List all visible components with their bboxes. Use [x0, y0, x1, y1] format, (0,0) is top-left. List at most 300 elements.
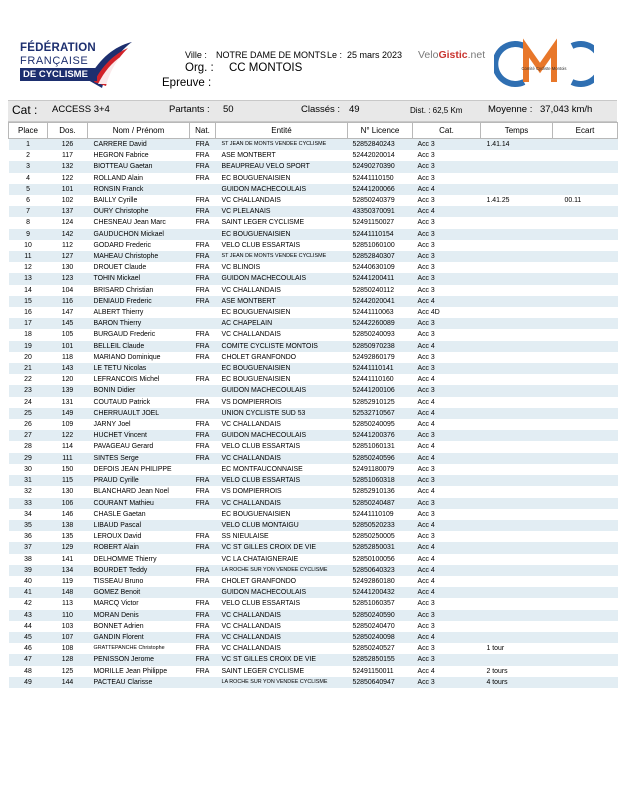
cell-entite: VC ST GILLES CROIX DE VIE	[216, 654, 348, 665]
cell-cat: Acc 3	[413, 352, 481, 363]
cell-temps	[481, 206, 553, 217]
table-row	[9, 531, 618, 542]
cell-nom: COUTAUD Patrick	[88, 397, 190, 408]
cell-entite: BEAUPREAU VELO SPORT	[216, 161, 348, 172]
cell-place: 4	[9, 173, 48, 184]
cell-licence: 52441110154	[348, 229, 413, 240]
col-header-ecart: Ecart	[553, 123, 618, 139]
cell-place: 12	[9, 262, 48, 273]
cell-nat: FRA	[190, 542, 216, 553]
cell-ecart	[553, 677, 618, 688]
cell-entite: VELO CLUB ESSARTAIS	[216, 598, 348, 609]
cell-entite: SAINT LEGER CYCLISME	[216, 217, 348, 228]
cell-place: 18	[9, 329, 48, 340]
cell-cat: Acc 4	[413, 486, 481, 497]
cell-ecart	[553, 341, 618, 352]
cell-entite: VELO CLUB ESSARTAIS	[216, 475, 348, 486]
ffc-logo	[14, 38, 132, 92]
cell-licence: 52441200411	[348, 273, 413, 284]
cell-temps	[481, 587, 553, 598]
cell-dossard: 116	[48, 296, 88, 307]
org-value: CC MONTOIS	[229, 62, 303, 74]
cell-temps	[481, 385, 553, 396]
cell-place: 23	[9, 385, 48, 396]
cell-place: 32	[9, 486, 48, 497]
table-row	[9, 598, 618, 609]
cell-licence: 52852840243	[348, 139, 413, 151]
cell-ecart	[553, 363, 618, 374]
cell-ecart	[553, 273, 618, 284]
cell-ecart	[553, 587, 618, 598]
cell-cat: Acc 4	[413, 554, 481, 565]
cell-ecart	[553, 430, 618, 441]
cell-licence: 52442260089	[348, 318, 413, 329]
table-row	[9, 621, 618, 632]
table-row	[9, 240, 618, 251]
cell-dossard: 125	[48, 666, 88, 677]
cell-nat: FRA	[190, 441, 216, 452]
cell-temps	[481, 464, 553, 475]
table-row	[9, 206, 618, 217]
cell-place: 1	[9, 139, 48, 151]
cell-entite: EC BOUGUENAISIEN	[216, 374, 348, 385]
velogistic-brand	[418, 49, 485, 61]
cell-place: 49	[9, 677, 48, 688]
cell-temps: 1 tour	[481, 643, 553, 654]
cat-value: ACCESS 3+4	[52, 104, 110, 115]
cell-temps	[481, 150, 553, 161]
cell-ecart	[553, 520, 618, 531]
cell-cat: Acc 3	[413, 654, 481, 665]
cell-nom: JARNY Joel	[88, 419, 190, 430]
cell-nat	[190, 464, 216, 475]
cell-entite: VC CHALLANDAIS	[216, 498, 348, 509]
cell-dossard: 105	[48, 329, 88, 340]
cell-nom: CHASLE Gaetan	[88, 509, 190, 520]
cell-temps	[481, 318, 553, 329]
cell-temps	[481, 217, 553, 228]
cell-nom: RONSIN Franck	[88, 184, 190, 195]
cell-nat	[190, 307, 216, 318]
cell-nom: GRATTEPANCHE Christophe	[88, 643, 190, 654]
cell-temps	[481, 296, 553, 307]
table-row	[9, 587, 618, 598]
table-row	[9, 520, 618, 531]
cell-nom: PENISSON Jerome	[88, 654, 190, 665]
cell-temps	[481, 173, 553, 184]
cell-dossard: 114	[48, 441, 88, 452]
cell-dossard: 134	[48, 565, 88, 576]
cell-cat: Acc 3	[413, 262, 481, 273]
cell-cat: Acc 3	[413, 643, 481, 654]
cell-entite: COMITE CYCLISTE MONTOIS	[216, 341, 348, 352]
cell-place: 29	[9, 453, 48, 464]
cell-licence: 52852910125	[348, 397, 413, 408]
cell-entite: EC BOUGUENAISIEN	[216, 363, 348, 374]
cell-nat	[190, 363, 216, 374]
cell-dossard: 108	[48, 643, 88, 654]
cell-nom: BOURDET Teddy	[88, 565, 190, 576]
cell-cat: Acc 3	[413, 318, 481, 329]
cell-nat: FRA	[190, 206, 216, 217]
cell-entite: ASE MONTBERT	[216, 296, 348, 307]
cell-entite: ST JEAN DE MONTS VENDEE CYCLISME	[216, 251, 348, 262]
cell-entite: VC CHALLANDAIS	[216, 285, 348, 296]
org-label: Org. :	[185, 62, 214, 74]
cell-place: 26	[9, 419, 48, 430]
cell-licence: 52492860180	[348, 576, 413, 587]
cell-entite: VC BLINOIS	[216, 262, 348, 273]
cell-nat: FRA	[190, 419, 216, 430]
cell-dossard: 131	[48, 397, 88, 408]
cell-dossard: 127	[48, 251, 88, 262]
cell-entite: VC CHALLANDAIS	[216, 329, 348, 340]
cell-nom: HEGRON Fabrice	[88, 150, 190, 161]
cell-ecart	[553, 475, 618, 486]
cell-nom: MORILLE Jean Philippe	[88, 666, 190, 677]
cell-cat: Acc 3	[413, 273, 481, 284]
cell-nat: FRA	[190, 296, 216, 307]
cell-dossard: 150	[48, 464, 88, 475]
table-row	[9, 329, 618, 340]
cell-entite: GUIDON MACHECOULAIS	[216, 273, 348, 284]
cell-cat: Acc 4	[413, 374, 481, 385]
cell-place: 20	[9, 352, 48, 363]
cell-nom: LEFRANCOIS Michel	[88, 374, 190, 385]
cell-cat: Acc 3	[413, 677, 481, 688]
cell-entite: VC CHALLANDAIS	[216, 632, 348, 643]
cell-dossard: 126	[48, 139, 88, 151]
partants-value: 50	[223, 104, 234, 115]
cell-nom: COURANT Mathieu	[88, 498, 190, 509]
cell-nat: FRA	[190, 666, 216, 677]
cell-place: 27	[9, 430, 48, 441]
cell-ecart	[553, 318, 618, 329]
cell-cat: Acc 3	[413, 621, 481, 632]
cell-place: 33	[9, 498, 48, 509]
cell-temps	[481, 273, 553, 284]
cell-nom: MARCQ Victor	[88, 598, 190, 609]
cell-nom: BURGAUD Frederic	[88, 329, 190, 340]
cell-temps	[481, 408, 553, 419]
cell-ecart	[553, 397, 618, 408]
cell-entite: ST JEAN DE MONTS VENDEE CYCLISME	[216, 139, 348, 151]
cell-temps	[481, 531, 553, 542]
cell-nom: BRISARD Christian	[88, 285, 190, 296]
cell-temps	[481, 363, 553, 374]
cell-nat: FRA	[190, 195, 216, 206]
cell-ecart	[553, 385, 618, 396]
cell-ecart	[553, 509, 618, 520]
table-row	[9, 251, 618, 262]
cell-place: 5	[9, 184, 48, 195]
cell-ecart	[553, 408, 618, 419]
table-row	[9, 318, 618, 329]
cell-licence: 52850520233	[348, 520, 413, 531]
cell-licence: 52441200432	[348, 587, 413, 598]
cell-cat: Acc 4	[413, 341, 481, 352]
cell-temps	[481, 329, 553, 340]
cell-nat: FRA	[190, 531, 216, 542]
table-row	[9, 632, 618, 643]
cell-temps	[481, 419, 553, 430]
cell-temps	[481, 374, 553, 385]
cell-cat: Acc 3	[413, 531, 481, 542]
cell-entite: VC CHALLANDAIS	[216, 195, 348, 206]
ffc-logo-line1: FÉDÉRATION	[20, 42, 96, 54]
cell-licence: 52852840307	[348, 251, 413, 262]
velogistic-part2: Gistic	[438, 49, 468, 61]
cell-nom: CHERRUAULT JOEL	[88, 408, 190, 419]
cell-nom: BONNET Adrien	[88, 621, 190, 632]
table-row	[9, 385, 618, 396]
table-row	[9, 565, 618, 576]
cell-place: 3	[9, 161, 48, 172]
cell-nat: FRA	[190, 161, 216, 172]
cell-dossard: 144	[48, 677, 88, 688]
cell-nat: FRA	[190, 397, 216, 408]
cell-temps	[481, 598, 553, 609]
cell-nat: FRA	[190, 598, 216, 609]
classes-value: 49	[349, 104, 360, 115]
cell-temps	[481, 430, 553, 441]
cell-nom: LEROUX David	[88, 531, 190, 542]
cell-ecart	[553, 486, 618, 497]
table-row	[9, 285, 618, 296]
table-row	[9, 150, 618, 161]
club-logo-text: Comité Cycliste Montois	[521, 66, 567, 71]
cell-cat: Acc 4	[413, 587, 481, 598]
cell-ecart	[553, 296, 618, 307]
cell-cat: Acc 3	[413, 173, 481, 184]
cell-entite: VC CHALLANDAIS	[216, 610, 348, 621]
cell-entite: VELO CLUB ESSARTAIS	[216, 240, 348, 251]
cell-cat: Acc 4	[413, 666, 481, 677]
cell-temps	[481, 240, 553, 251]
cell-nat	[190, 554, 216, 565]
table-header-row	[9, 123, 618, 139]
cell-cat: Acc 3	[413, 195, 481, 206]
cell-entite: SS NIEULAISE	[216, 531, 348, 542]
cell-entite: VS DOMPIERROIS	[216, 397, 348, 408]
cell-licence: 52851060357	[348, 598, 413, 609]
cell-place: 35	[9, 520, 48, 531]
cell-place: 13	[9, 273, 48, 284]
cell-nat: FRA	[190, 285, 216, 296]
cell-dossard: 147	[48, 307, 88, 318]
cell-licence: 52442020041	[348, 296, 413, 307]
cell-nom: CARRERE David	[88, 139, 190, 151]
cell-cat: Acc 4D	[413, 307, 481, 318]
velogistic-part1: Velo	[418, 49, 439, 61]
table-row	[9, 486, 618, 497]
cell-ecart	[553, 654, 618, 665]
cell-dossard: 101	[48, 341, 88, 352]
cell-licence: 52491180079	[348, 464, 413, 475]
cell-cat: Acc 3	[413, 475, 481, 486]
date-label: Le :	[327, 50, 343, 60]
cell-cat: Acc 4	[413, 520, 481, 531]
col-header-dossard: Dos.	[48, 123, 88, 139]
cell-entite: EC MONTFAUCONNAISE	[216, 464, 348, 475]
cell-entite: VELO CLUB ESSARTAIS	[216, 441, 348, 452]
cell-temps: 1.41.25	[481, 195, 553, 206]
ffc-logo-line2: FRANÇAISE	[20, 55, 89, 67]
cell-nom: PAVAGEAU Gerard	[88, 441, 190, 452]
epreuve-label: Epreuve :	[162, 77, 212, 89]
cell-nom: MORAN Denis	[88, 610, 190, 621]
cell-dossard: 130	[48, 262, 88, 273]
cell-temps	[481, 565, 553, 576]
cell-nat: FRA	[190, 632, 216, 643]
ffc-logo-line3: DE CYCLISME	[20, 68, 97, 81]
table-row	[9, 419, 618, 430]
cell-temps	[481, 621, 553, 632]
cell-nat: FRA	[190, 621, 216, 632]
cell-temps	[481, 542, 553, 553]
race-info-bar	[8, 100, 617, 122]
table-row	[9, 173, 618, 184]
cell-dossard: 123	[48, 273, 88, 284]
cell-dossard: 141	[48, 554, 88, 565]
cell-entite: EC BOUGUENAISIEN	[216, 173, 348, 184]
cell-cat: Acc 4	[413, 419, 481, 430]
cell-licence: 52441200376	[348, 430, 413, 441]
cell-entite: VELO CLUB MONTAIGU	[216, 520, 348, 531]
cell-place: 46	[9, 643, 48, 654]
cell-cat: Acc 3	[413, 430, 481, 441]
cell-dossard: 139	[48, 385, 88, 396]
cell-nat: FRA	[190, 486, 216, 497]
cell-dossard: 148	[48, 587, 88, 598]
col-header-nat: Nat.	[190, 123, 216, 139]
cell-nom: LIBAUD Pascal	[88, 520, 190, 531]
cell-licence: 52850240095	[348, 419, 413, 430]
cell-temps	[481, 285, 553, 296]
cell-licence: 52850240590	[348, 610, 413, 621]
cell-licence: 52441110109	[348, 509, 413, 520]
cell-nat: FRA	[190, 374, 216, 385]
table-row	[9, 352, 618, 363]
table-row	[9, 498, 618, 509]
cell-temps	[481, 397, 553, 408]
table-row	[9, 542, 618, 553]
cell-cat: Acc 3	[413, 285, 481, 296]
cell-nat	[190, 408, 216, 419]
cell-cat: Acc 3	[413, 251, 481, 262]
cell-dossard: 129	[48, 542, 88, 553]
cell-temps	[481, 520, 553, 531]
cell-place: 16	[9, 307, 48, 318]
cell-place: 2	[9, 150, 48, 161]
cell-nom: ALBERT Thierry	[88, 307, 190, 318]
cell-nom: LE TETU Nicolas	[88, 363, 190, 374]
cell-dossard: 138	[48, 520, 88, 531]
cell-licence: 52441110150	[348, 173, 413, 184]
cell-licence: 52442020014	[348, 150, 413, 161]
cell-ecart	[553, 217, 618, 228]
cell-ecart	[553, 598, 618, 609]
cell-entite: CHOLET GRANFONDO	[216, 576, 348, 587]
table-row	[9, 363, 618, 374]
cell-place: 39	[9, 565, 48, 576]
cell-place: 43	[9, 610, 48, 621]
cell-ecart	[553, 621, 618, 632]
cell-cat: Acc 4	[413, 441, 481, 452]
cell-licence: 52492860179	[348, 352, 413, 363]
cell-ecart	[553, 441, 618, 452]
cell-ecart	[553, 139, 618, 151]
cell-dossard: 124	[48, 217, 88, 228]
cell-entite: CHOLET GRANFONDO	[216, 352, 348, 363]
table-row	[9, 397, 618, 408]
cell-licence: 52852910136	[348, 486, 413, 497]
cell-temps	[481, 453, 553, 464]
cell-ecart	[553, 262, 618, 273]
cell-temps	[481, 251, 553, 262]
cell-temps	[481, 486, 553, 497]
cell-ecart	[553, 542, 618, 553]
cell-place: 36	[9, 531, 48, 542]
cell-cat: Acc 3	[413, 329, 481, 340]
results-body	[9, 139, 618, 688]
cell-entite: UNION CYCLISTE SUD 53	[216, 408, 348, 419]
cell-dossard: 142	[48, 229, 88, 240]
cell-entite: VC CHALLANDAIS	[216, 643, 348, 654]
cell-temps	[481, 184, 553, 195]
cell-nom: GANDIN Florent	[88, 632, 190, 643]
table-row	[9, 475, 618, 486]
velogistic-part3: .net	[467, 49, 486, 61]
cell-temps	[481, 498, 553, 509]
cell-nat	[190, 587, 216, 598]
cell-ecart	[553, 206, 618, 217]
cell-place: 34	[9, 509, 48, 520]
cell-licence: 52532710567	[348, 408, 413, 419]
cell-licence: 52441110063	[348, 307, 413, 318]
cell-nom: SINTES Serge	[88, 453, 190, 464]
cell-cat: Acc 3	[413, 161, 481, 172]
cell-entite: VS DOMPIERROIS	[216, 486, 348, 497]
cell-nom: DEFOIS JEAN PHILIPPE	[88, 464, 190, 475]
cell-place: 11	[9, 251, 48, 262]
cell-nom: BIOTTEAU Gaetan	[88, 161, 190, 172]
cell-place: 17	[9, 318, 48, 329]
cell-cat: Acc 3	[413, 139, 481, 151]
cell-cat: Acc 4	[413, 453, 481, 464]
cell-dossard: 117	[48, 150, 88, 161]
table-row	[9, 654, 618, 665]
cell-cat: Acc 3	[413, 598, 481, 609]
cell-ecart	[553, 419, 618, 430]
table-row	[9, 441, 618, 452]
cell-nom: DENIAUD Frederic	[88, 296, 190, 307]
club-logo-m-shape	[526, 48, 554, 82]
cell-licence: 52850240487	[348, 498, 413, 509]
cell-dossard: 107	[48, 632, 88, 643]
cell-nat: FRA	[190, 329, 216, 340]
cell-temps	[481, 576, 553, 587]
table-row	[9, 643, 618, 654]
cell-temps	[481, 307, 553, 318]
cell-place: 41	[9, 587, 48, 598]
cell-dossard: 143	[48, 363, 88, 374]
cell-place: 21	[9, 363, 48, 374]
cell-nat: FRA	[190, 498, 216, 509]
cell-ecart	[553, 307, 618, 318]
cell-licence: 52491150027	[348, 217, 413, 228]
cell-licence: 52851060100	[348, 240, 413, 251]
